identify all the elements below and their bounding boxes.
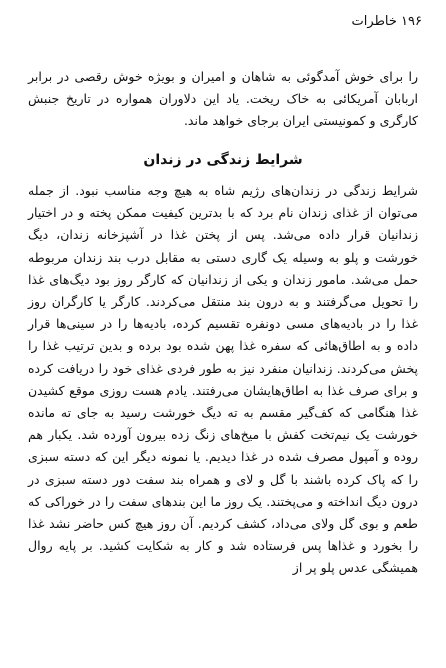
paragraph-intro: را برای خوش آمدگوئی به شاهان و امیران و بویژه خوش رقصی در برابر اربابان آمریکائی به خاک ریخت. یاد این دلاوران همواره در تاریخ جنبش کارگری و کمونیستی ایران برجای خواهد ماند. [28, 69, 418, 129]
section-title: شرایط زندگی در زندان [143, 152, 303, 168]
paragraph-body: شرایط زندگی در زندان‌های رژیم شاه به هیچ وجه مناسب نبود. از جمله می‌توان از غذای زندان نام برد که با بدترین کیفیت ممکن پخته و در اختیار زندانیان قرار داده می‌شد. پس از پختن غذا در آشپزخانه زندان، دیگ خورشت و پلو به وسیله یک گاری دستی به مقابل درب بند زندان مربوطه حمل می‌شد. مامور زندان و یکی از زندانیان که کارگر روز بود دیگ‌های غذا را تحویل می‌گرفتند و به درون بند منتقل می‌کردند. کارگر یا کارگران روز غذا را در بادیه‌های مسی دونفره تقسیم کرده، بادیه‌ها را در سینی‌ها قرار داده و به اطاق‌هائی که سفره غذا پهن شده بود برده و بدین ترتیب غذا را پخش می‌کردند. زندانیان منفرد نیز به طور فردی غذای خود را دریافت کرده و برای صرف غذا به اطاق‌هایشان می‌رفتند. یادم هست روزی موقع کشیدن غذا هنگامی که کف‌گیر مقسم به ته دیگ خورشت رسید به جای ته مانده خورشت یک نیم‌تخت کفش با میخ‌های زنگ زده بیرون آورده شد. یکبار هم روده و آمپول مصرف شده در غذا دیدیم. یا نمونه دیگر این که دسته سبزی را که پاک کرده باشند با گل و لای و همراه بند سفت دور دسته سبزی در درون دیگ انداخته و می‌پختند. یک روز ما این بندهای سفت را در خوراکی که طعم و بوی گل ولای می‌داد، کشف کردیم. آن روز هیچ کس حاضر نشد غذا را بخورد و غذاها پس فرستاده شد و کار به شکایت کشید. بر پایه روال همیشگی عدس پلو پر از [28, 183, 418, 576]
page-header: ۱۹۶ خاطرات [351, 14, 422, 29]
